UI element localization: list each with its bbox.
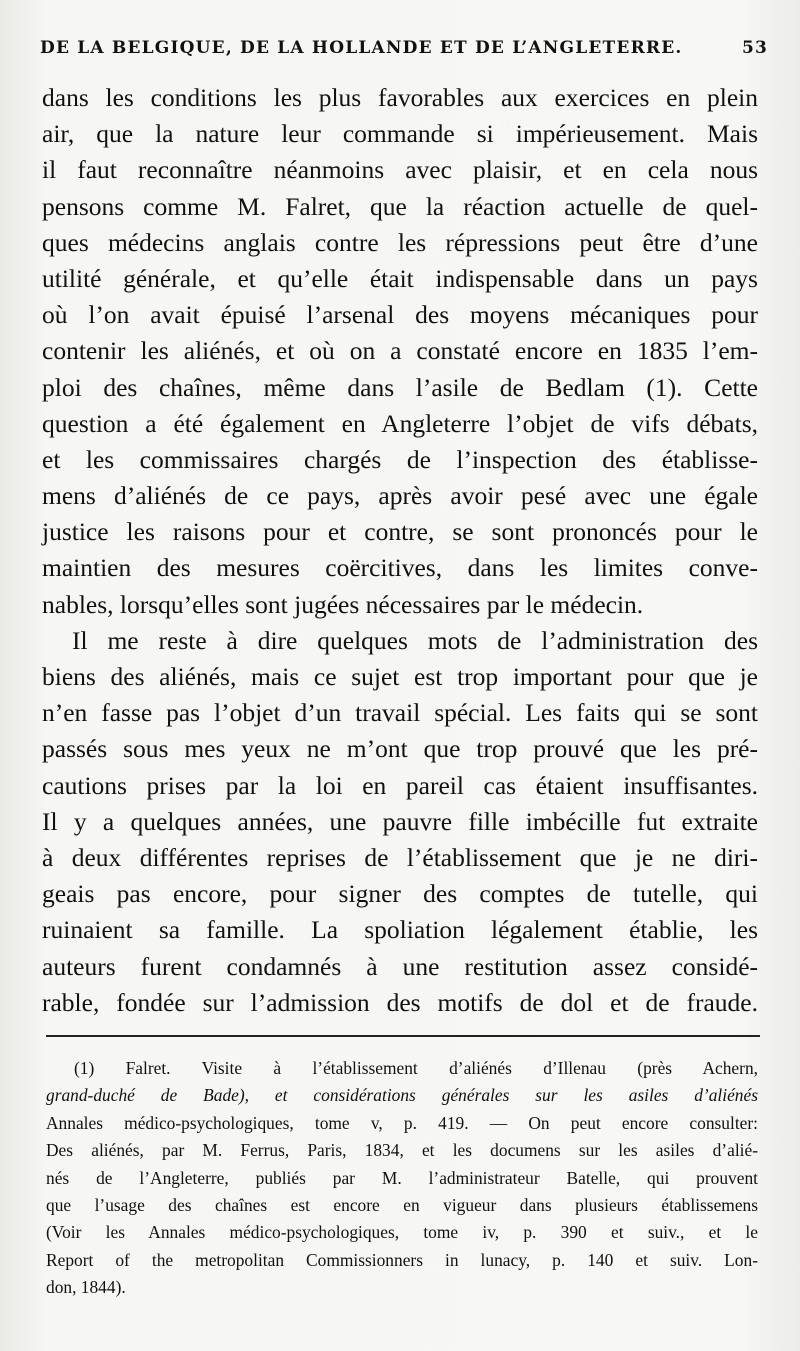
- body-line: air, que la nature leur commande si impérieusement. Mais: [42, 119, 758, 149]
- footnote-line: grand-duché de Bade), et considérations générales sur les asiles d’aliénés: [46, 1085, 758, 1106]
- body-line: dans les conditions les plus favorables aux exercices en plein: [42, 83, 758, 112]
- body-line: geais pas encore, pour signer des comptes de tutelle, qui: [42, 879, 758, 909]
- body-line: Il y a quelques années, une pauvre fille imbécille fut extraite: [42, 806, 758, 836]
- body-line: n’en fasse pas l’objet d’un travail spécial. Les faits qui se sont: [42, 698, 758, 728]
- footnote-line: nés de l’Angleterre, publiés par M. l’administrateur Batelle, qui prouvent: [46, 1167, 758, 1188]
- running-title: DE LA BELGIQUE, DE LA HOLLANDE ET DE L’ANGLETERRE.: [40, 38, 683, 58]
- body-line: contenir les aliénés, et où on a constaté encore en 1835 l’em-: [42, 336, 758, 366]
- body-line: rable, fondée sur l’admission des motifs de dol et de fraude.: [42, 987, 758, 1017]
- body-paragraphs: [42, 80, 758, 1021]
- body-line: il faut reconnaître néanmoins avec plaisir, et en cela nous: [42, 155, 758, 185]
- footnote-line: Annales médico-psychologiques, tome v, p. 419. — On peut encore consulter:: [46, 1112, 758, 1133]
- footnote-line: Report of the metropolitan Commissionners in lunacy, p. 140 et suiv. Lon-: [46, 1249, 758, 1270]
- body-line: question a été également en Angleterre l’objet de vifs débats,: [42, 408, 758, 438]
- body-line: ploi des chaînes, même dans l’asile de Bedlam (1). Cette: [42, 372, 758, 402]
- running-header: [40, 38, 768, 58]
- body-line: à deux différentes reprises de l’établissement que je ne diri-: [42, 842, 758, 872]
- footnote-line: Des aliénés, par M. Ferrus, Paris, 1834, et les documens sur les asiles d’alié-: [46, 1140, 758, 1161]
- footnote-divider: [46, 1035, 760, 1037]
- body-line: utilité générale, et qu’elle était indispensable dans un pays: [42, 263, 758, 293]
- body-line: nables, lorsqu’elles sont jugées nécessaires par le médecin.: [42, 589, 644, 619]
- footnote-line: don, 1844).: [46, 1277, 126, 1298]
- body-line: biens des aliénés, mais ce sujet est trop important pour que je: [42, 662, 758, 691]
- page-number: 53: [741, 38, 768, 58]
- body-line: ques médecins anglais contre les répressions peut être d’une: [42, 227, 758, 257]
- body-line: auteurs furent condamnés à une restitution assez considé-: [42, 951, 758, 981]
- body-line: mens d’aliénés de ce pays, après avoir pesé avec une égale: [42, 481, 758, 511]
- footnote: [46, 1055, 758, 1302]
- body-line: pensons comme M. Falret, que la réaction actuelle de quel-: [42, 191, 758, 221]
- footnote-line: que l’usage des chaînes est encore en vigueur dans plusieurs établissemens: [46, 1194, 758, 1215]
- body-line: où l’on avait épuisé l’arsenal des moyens mécaniques pour: [42, 300, 758, 330]
- footnote-line: (1) Falret. Visite à l’établissement d’aliénés d’Illenau (près Achern,: [74, 1058, 758, 1078]
- body-line: passés sous mes yeux ne m’ont que trop prouvé que les pré-: [42, 734, 758, 764]
- body-line: cautions prises par la loi en pareil cas étaient insuffisantes.: [42, 770, 758, 800]
- body-line: justice les raisons pour et contre, se sont prononcés pour le: [42, 517, 758, 547]
- body-line: Il me reste à dire quelques mots de l’administration des: [72, 625, 758, 655]
- body-line: et les commissaires chargés de l’inspection des établisse-: [42, 444, 758, 474]
- body-line: maintien des mesures coërcitives, dans les limites conve-: [42, 553, 758, 583]
- footnote-line: (Voir les Annales médico-psychologiques, tome iv, p. 390 et suiv., et le: [46, 1222, 758, 1243]
- body-line: ruinaient sa famille. La spoliation légalement établie, les: [42, 915, 758, 945]
